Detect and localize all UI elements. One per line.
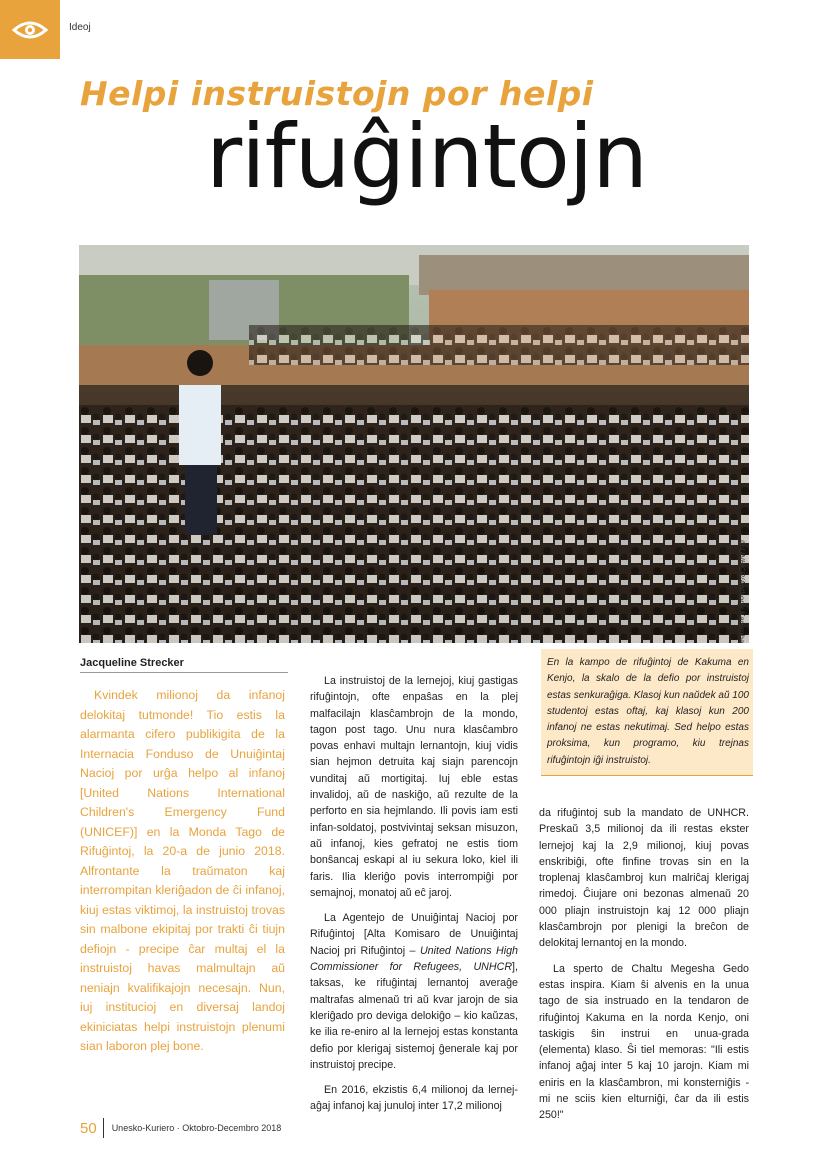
paragraph: En 2016, ekzistis 6,4 milionoj da lernej-aĝaj infanoj kaj junuloj inter 17,2 milionoj [310,1084,518,1113]
article-photo [79,245,749,643]
text-column-3 [539,805,749,1133]
section-logo [0,0,60,59]
page-footer [80,1117,281,1139]
publication-source: Unesko-Kuriero · Oktobro-Decembro 2018 [111,1123,282,1133]
eye-icon [12,20,48,40]
photo-caption: En la kampo de rifuĝintoj de Kakuma en Kenjo, la skalo de la defio por instruistoj estas senkuraĝiga. Klasoj kun naŭdek aŭ 100 studentoj estas oftaj, kaj klasoj kun 200 infanoj ne estas nekutimaj. Sed helpo estas proksima, kun programo, kiu trejnas rifuĝintojn iĝi instruistoj. [541,649,753,776]
article-title-line2: rifuĝintojn [206,105,648,208]
text-column-2 [310,673,518,1124]
section-label: Ideoj [69,22,91,33]
paragraph: La sperto de Chaltu Megesha Gedo estas inspira. Kiam ŝi alvenis en la unua tago de sia instruado en la tendaron de rifuĝintoj Kakuma en la norda Kenjo, oni taskigis ŝin instrui en unua-grada (elementa) klaso. Ŝi tiel memoras: "Ili estis infanoj aĝaj inter 5 kaj 10 jarojn. Kiam mi eniris en la klasĉambron, mi konsterniĝis - mi ne sciis kien elturniĝi, ĉar da ili estis 250!" [539,962,749,1122]
footer-divider [103,1118,104,1138]
article-title-line1: Helpi instruistojn por helpi [80,74,594,113]
author-name: Jacqueline Strecker [80,657,288,673]
article-intro: Kvindek milionoj da infanoj delokitaj tutmonde! Tio estis la alarmanta cifero publikigita de la Internacia Fonduso de Unuiĝintaj Nacioj por urĝa helpo al infanoj [United Nations International Children's Emergency Fund (UNICEF)] en la Monda Tago de Rifuĝintoj, la 20-a de junio 2018. Alfrontante la traŭmaton kaj interrompitan kleriĝadon de ĉi infanoj, kiuj estas viktimoj, la instruistoj trovas sin malbone ekipitaj por trakti ĉi tiujn defiojn - precipe ĉar multaj el la instruistoj havas malmultajn aŭ neniajn kvalifikajojn necesajn. Nun, iuj institucioj en diversaj landoj ekiniciatas helpi instruistojn plenumi sian laboron plej bone. [80,688,285,1053]
paragraph: La instruistoj de la lernejoj, kiuj gastigas rifuĝintojn, ofte enpaŝas en la plej malfacilajn klasĉambrojn de la mondo, tagon post tago. Unu nura klasĉambro povas enhavi multajn lernantojn, kiuj vidis sian hejmon detruita kaj siajn parencojn vunditaj aŭ mortigitaj. Iuj eble estas invalidoj, aŭ de naskiĝo, aŭ rezulte de la perforto en sia hejmlando. Ili povis iam esti infan-soldatoj, postvivintaj seksan misuzon, aŭ infanoj, kies gefratoj ne estis tiom bonŝancaj eskapi al iu sekura loko, kiel ili faris. Ilia kleriĝo povis interrompiĝi por semajnoj, monatoj aŭ eĉ jaroj. [310,675,518,899]
paragraph: La Agentejo de Unuiĝintaj Nacioj por Rifuĝintoj [Alta Komisaro de Unuiĝintaj Nacioj pri Rifuĝintoj – United Nations High Commissioner for Refugees, UNHCR], taksas, ke rifuĝintaj lernantoj averaĝe maltrafas almenaŭ tri aŭ kvar jarojn de sia kleriĝado pro deviga delokiĝo – kio kaŭzas, ke ilia re-eniro al la lernejoj estas konstanta defio por klerigaj sistemoj ĝenerale kaj por instruistoj precipe. [310,912,518,1071]
photo-credit: © UNHCR/Anthony Karumba [737,540,746,644]
page-number: 50 [80,1119,97,1137]
paragraph: da rifuĝintoj sub la mandato de UNHCR. Preskaŭ 3,5 milionoj da ili restas ekster lernejoj kaj la 2,9 milionoj, kiuj povas enskribiĝi, ofte finfine trovas sin en la troplenaj klasĉambroj kun malriĉaj klerigaj rimedoj. Ĉiujare oni bezonas almenaŭ 20 000 pliajn instruistojn kaj 12 000 pliajn klasĉambrojn por plenigi la breĉon de delokitaj lernantoj en la mondo. [539,807,749,950]
